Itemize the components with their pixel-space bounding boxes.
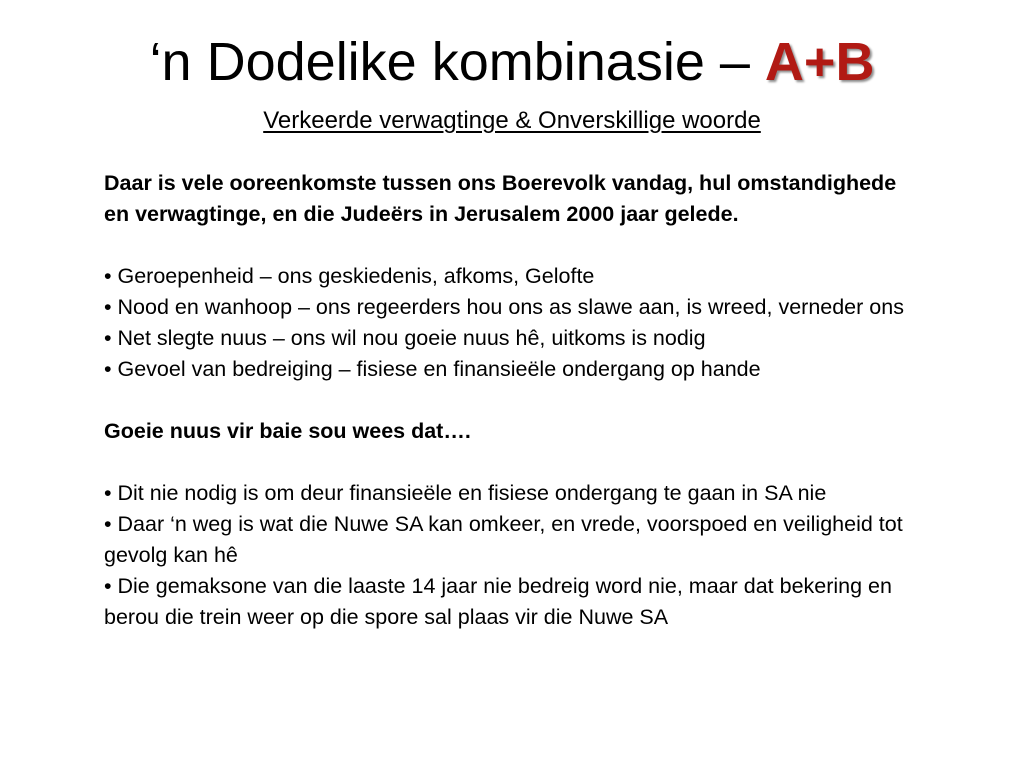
bullet-item: • Daar ‘n weg is wat die Nuwe SA kan omkeer, en vrede, voorspoed en veiligheid tot gevolg kan hê — [104, 512, 903, 567]
slide-title — [0, 28, 1024, 96]
bullet-item: • Die gemaksone van die laaste 14 jaar nie bedreig word nie, maar dat bekering en berou die trein weer op die spore sal plaas vir die Nuwe SA — [104, 574, 892, 629]
good-news-heading: Goeie nuus vir baie sou wees dat…. — [104, 419, 471, 443]
intro-paragraph: Daar is vele ooreenkomste tussen ons Boerevolk vandag, hul omstandighede en verwagtinge, en die Judeërs in Jerusalem 2000 jaar gelede. — [104, 171, 897, 226]
bullet-item: • Gevoel van bedreiging – fisiese en finansieële ondergang op hande — [104, 357, 761, 381]
bullet-item: • Geroepenheid – ons geskiedenis, afkoms, Gelofte — [104, 264, 595, 288]
spacer — [104, 447, 924, 478]
bullet-item: • Dit nie nodig is om deur finansieële en fisiese ondergang te gaan in SA nie — [104, 481, 827, 505]
slide-subtitle: Verkeerde verwagtinge & Onverskillige woorde — [263, 107, 761, 134]
spacer — [104, 385, 924, 416]
bullet-item: • Net slegte nuus – ons wil nou goeie nuus hê, uitkoms is nodig — [104, 326, 706, 350]
title-accent: A+B — [764, 32, 875, 92]
spacer — [104, 230, 924, 261]
title-main: ‘n Dodelike kombinasie – — [149, 32, 765, 92]
slide-body — [104, 168, 924, 633]
bullet-item: • Nood en wanhoop – ons regeerders hou ons as slawe aan, is wreed, verneder ons — [104, 295, 904, 319]
